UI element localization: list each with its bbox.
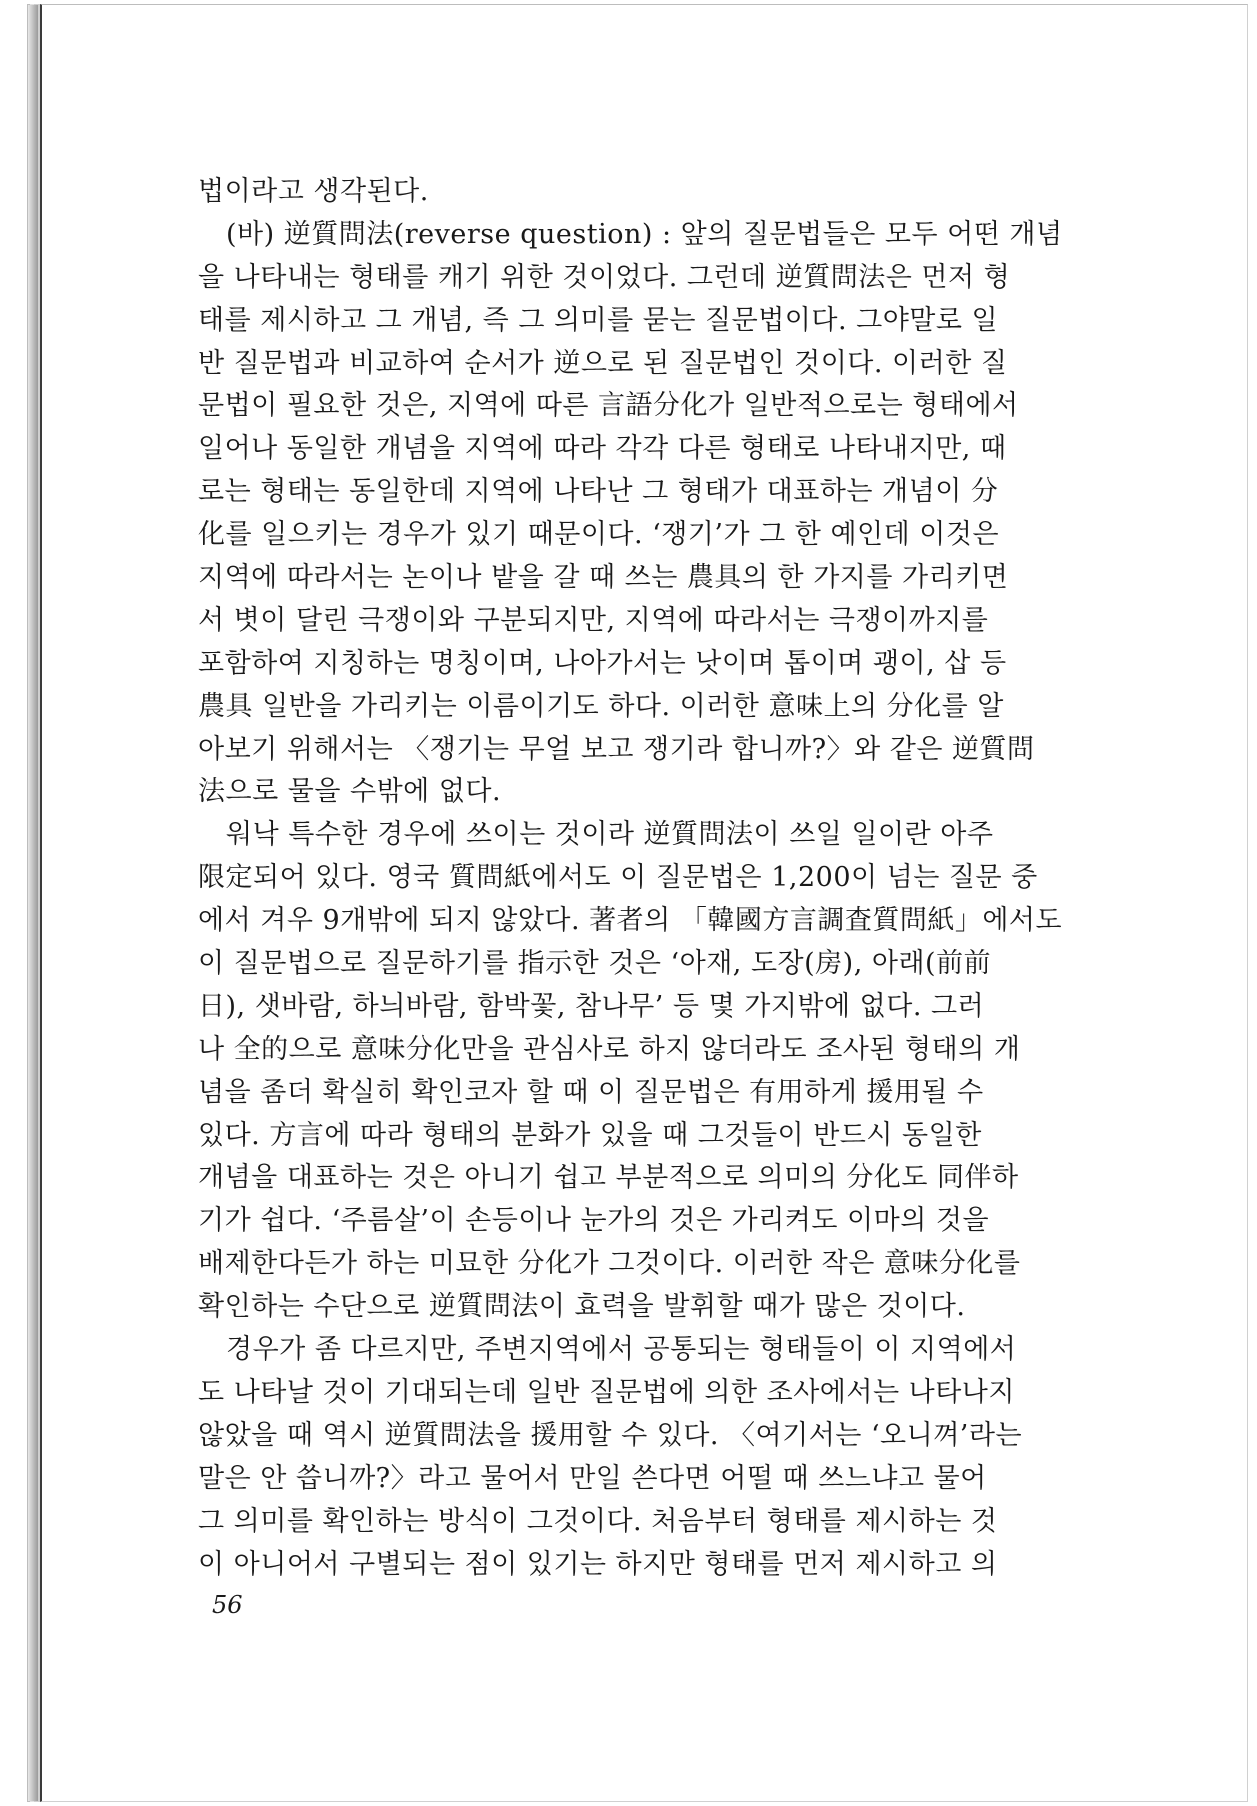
- text-line: 법이라고 생각된다.: [198, 176, 429, 207]
- text-line: 도 나타날 것이 기대되는데 일반 질문법에 의한 조사에서는 나타나지: [198, 1376, 1015, 1408]
- text-line: 農具 일반을 가리키는 이름이기도 하다. 이러한 意味上의 分化를 알: [198, 690, 1004, 722]
- book-page: [40, 4, 1248, 1802]
- text-line: 반 질문법과 비교하여 순서가 逆으로 된 질문법인 것이다. 이러한 질: [198, 347, 1008, 379]
- text-line: 념을 좀더 확실히 확인코자 할 때 이 질문법은 有用하게 援用될 수: [198, 1076, 984, 1108]
- text-line: 개념을 대표하는 것은 아니기 쉽고 부분적으로 의미의 分化도 同伴하: [198, 1162, 1019, 1194]
- text-line: 限定되어 있다. 영국 質問紙에서도 이 질문법은 1,200이 넘는 질문 중: [198, 862, 1038, 894]
- text-line: 기가 쉽다. ‘주름살’이 손등이나 눈가의 것은 가리켜도 이마의 것을: [198, 1205, 990, 1237]
- text-line: 확인하는 수단으로 逆質問法이 효력을 발휘할 때가 많은 것이다.: [198, 1291, 966, 1323]
- section-heading-line: (바) 逆質問法(reverse question) : 앞의 질문법들은 모두 어떤 개념: [226, 218, 1063, 250]
- page-number: 56: [212, 1591, 243, 1619]
- text-line: 나 全的으로 意味分化만을 관심사로 하지 않더라도 조사된 형태의 개: [198, 1033, 1021, 1065]
- text-line: 태를 제시하고 그 개념, 즉 그 의미를 묻는 질문법이다. 그야말로 일: [198, 304, 999, 336]
- text-line: 이 질문법으로 질문하기를 指示한 것은 ‘아재, 도장(房), 아래(前前: [198, 948, 992, 980]
- text-line: 에서 겨우 9개밖에 되지 않았다. 著者의 「韓國方言調査質問紙」에서도: [198, 905, 1063, 937]
- text-line: 서 볏이 달린 극쟁이와 구분되지만, 지역에 따라서는 극쟁이까지를: [198, 604, 989, 636]
- text-line: 문법이 필요한 것은, 지역에 따른 言語分化가 일반적으로는 형태에서: [198, 390, 1019, 422]
- text-line: 化를 일으키는 경우가 있기 때문이다. ‘쟁기’가 그 한 예인데 이것은: [198, 519, 1000, 551]
- text-line: 그 의미를 확인하는 방식이 그것이다. 처음부터 형태를 제시하는 것: [198, 1505, 998, 1537]
- paragraph-start-line: 워낙 특수한 경우에 쓰이는 것이라 逆質問法이 쓰일 일이란 아주: [226, 819, 994, 851]
- text-line: 있다. 方言에 따라 형태의 분화가 있을 때 그것들이 반드시 동일한: [198, 1119, 982, 1151]
- body-text: [198, 171, 1126, 1586]
- text-line: 로는 형태는 동일한데 지역에 나타난 그 형태가 대표하는 개념이 分: [198, 476, 999, 508]
- text-line: 말은 안 씁니까?〉라고 물어서 만일 쓴다면 어떨 때 쓰느냐고 물어: [198, 1462, 987, 1494]
- text-line: 을 나타내는 형태를 캐기 위한 것이었다. 그런데 逆質問法은 먼저 형: [198, 261, 1011, 293]
- text-line: 않았을 때 역시 逆質問法을 援用할 수 있다. 〈여기서는 ‘오니껴’라는: [198, 1419, 1023, 1451]
- text-line: 일어나 동일한 개념을 지역에 따라 각각 다른 형태로 나타내지만, 때: [198, 433, 1007, 465]
- text-line: 지역에 따라서는 논이나 밭을 갈 때 쓰는 農具의 한 가지를 가리키면: [198, 562, 1009, 594]
- text-line: 배제한다든가 하는 미묘한 分化가 그것이다. 이러한 작은 意味分化를: [198, 1248, 1021, 1280]
- text-line: 日), 샛바람, 하늬바람, 함박꽃, 참나무’ 등 몇 가지밖에 없다. 그러: [198, 990, 985, 1022]
- text-line: 아보기 위해서는 〈쟁기는 무얼 보고 쟁기라 합니까?〉와 같은 逆質問: [198, 733, 1035, 765]
- text-line: 포함하여 지칭하는 명칭이며, 나아가서는 낫이며 톱이며 괭이, 삽 등: [198, 647, 1007, 679]
- text-line: 法으로 물을 수밖에 없다.: [198, 776, 502, 808]
- paragraph-start-line: 경우가 좀 다르지만, 주변지역에서 공통되는 형태들이 이 지역에서: [226, 1334, 1017, 1366]
- text-line: 이 아니어서 구별되는 점이 있기는 하지만 형태를 먼저 제시하고 의: [198, 1548, 998, 1580]
